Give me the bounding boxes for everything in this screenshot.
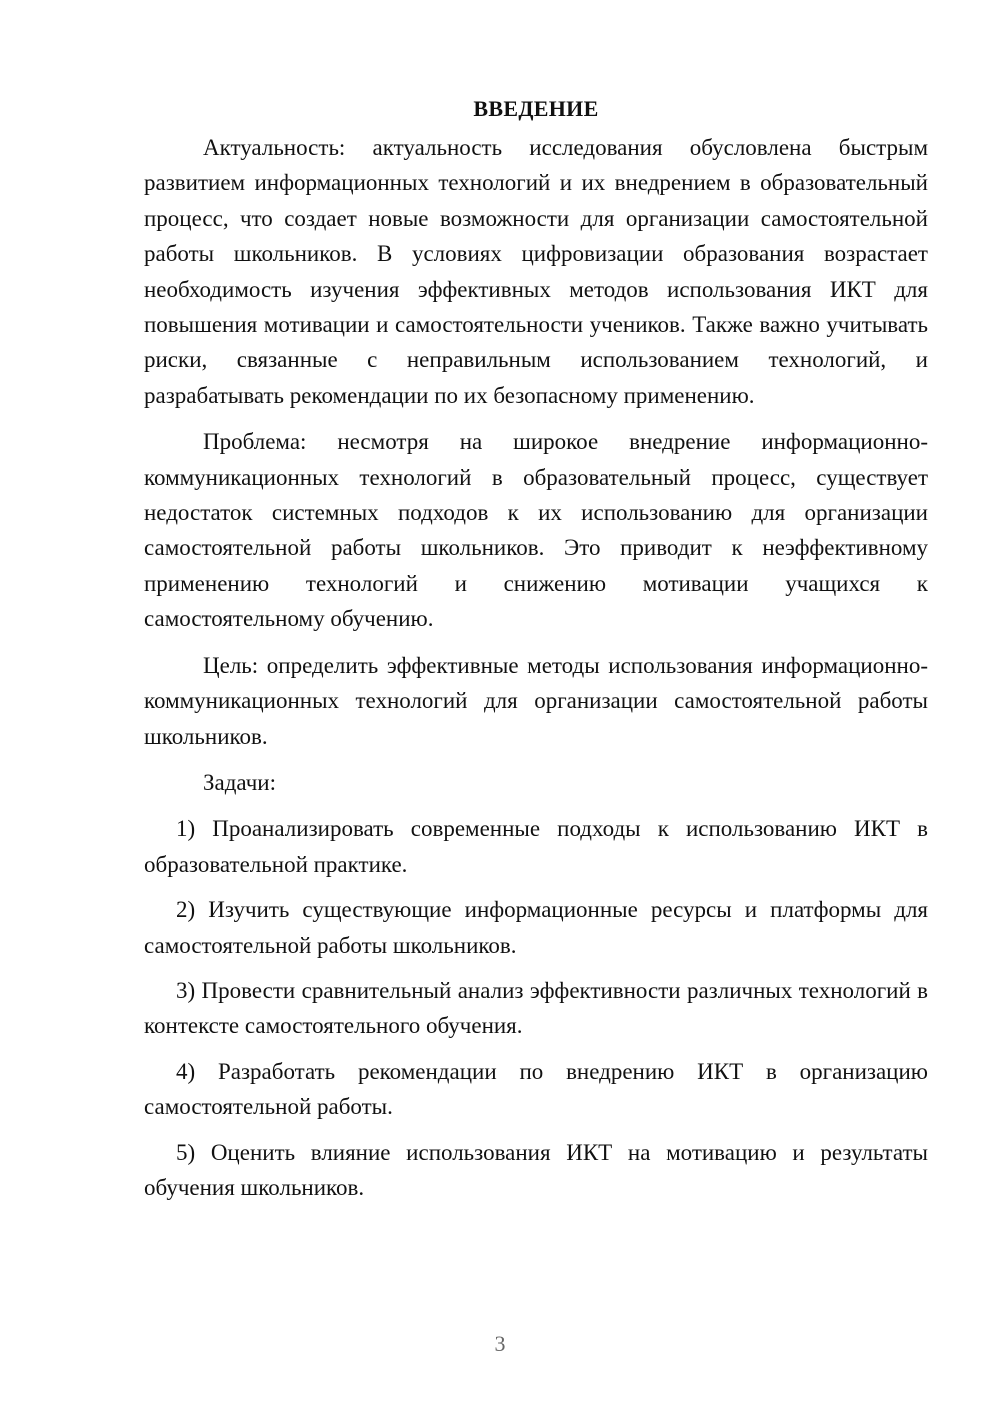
- problem-paragraph: Проблема: несмотря на широкое внедрение информационно-коммуникационных технологий в образовательный процесс, существует недостаток системных подходов к их использованию для организации самостоятельной работы школьников. Это приводит к неэффективному применению технологий и снижению мотивации учащихся к самостоятельному обучению.: [144, 429, 928, 632]
- page-number: 3: [494, 1331, 506, 1356]
- page-content: [144, 92, 928, 1215]
- tasks-heading: Задачи:: [203, 769, 276, 795]
- task-item: 1) Проанализировать современные подходы к использованию ИКТ в образовательной практике.: [144, 816, 928, 877]
- goal-paragraph: Цель: определить эффективные методы использования информационно-коммуникационных технологий для организации самостоятельной работы школьников.: [144, 652, 928, 749]
- task-item: 2) Изучить существующие информационные ресурсы и платформы для самостоятельной работы школьников.: [144, 897, 928, 958]
- relevance-paragraph: Актуальность: актуальность исследования обусловлена быстрым развитием информационных технологий и их внедрением в образовательный процесс, что создает новые возможности для организации самостоятельной работы школьников. В условиях цифровизации образования возрастает необходимость изучения эффективных методов использования ИКТ для повышения мотивации и самостоятельности учеников. Также важно учитывать риски, связанные с неправильным использованием технологий, и разрабатывать рекомендации по их безопасному применению.: [144, 135, 928, 408]
- section-title: ВВЕДЕНИЕ: [473, 96, 599, 121]
- task-item: 3) Провести сравнительный анализ эффективности различных технологий в контексте самостоятельного обучения.: [144, 977, 928, 1039]
- task-item: 4) Разработать рекомендации по внедрению ИКТ в организацию самостоятельной работы.: [144, 1058, 928, 1120]
- task-item: 5) Оценить влияние использования ИКТ на мотивацию и результаты обучения школьников.: [144, 1139, 928, 1200]
